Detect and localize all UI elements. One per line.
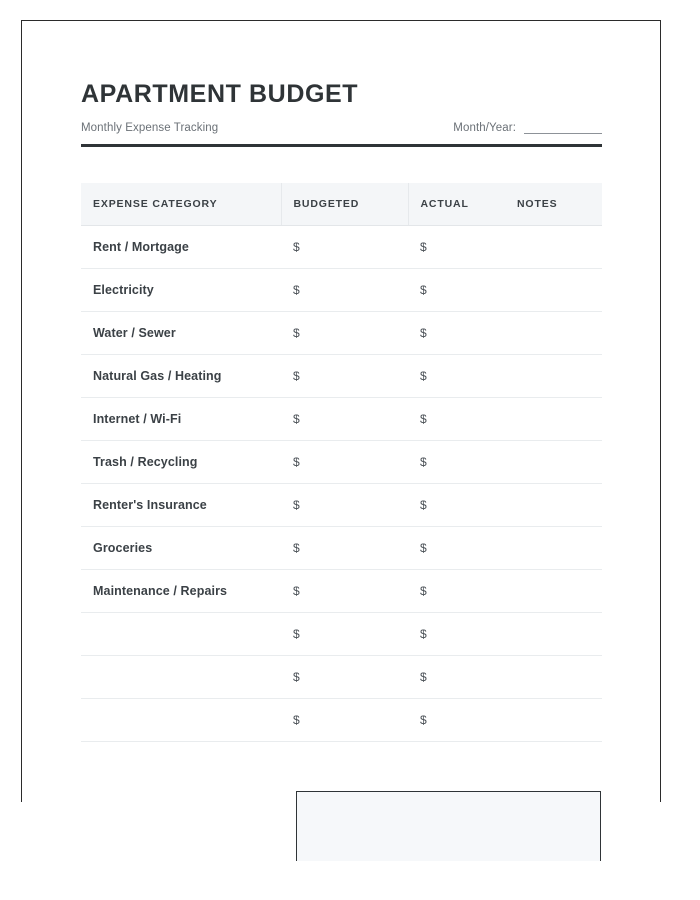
cell-notes[interactable]	[505, 699, 602, 742]
cell-actual[interactable]: $	[408, 570, 505, 613]
table-row	[81, 527, 602, 570]
table-row	[81, 570, 602, 613]
cell-expense-category[interactable]	[81, 656, 281, 699]
cell-notes[interactable]	[505, 226, 602, 269]
cell-expense-category[interactable]: Renter's Insurance	[81, 484, 281, 527]
cell-notes[interactable]	[505, 484, 602, 527]
budget-table	[81, 183, 602, 742]
cell-expense-category[interactable]: Internet / Wi-Fi	[81, 398, 281, 441]
table-row	[81, 269, 602, 312]
table-header-row	[81, 183, 602, 226]
cell-budgeted[interactable]: $	[281, 570, 408, 613]
table-row	[81, 398, 602, 441]
table-row	[81, 613, 602, 656]
cell-actual[interactable]: $	[408, 484, 505, 527]
page-title: APARTMENT BUDGET	[81, 80, 359, 108]
cell-expense-category[interactable]	[81, 699, 281, 742]
column-header-actual: ACTUAL	[408, 183, 505, 226]
cell-actual[interactable]: $	[408, 441, 505, 484]
table-row	[81, 312, 602, 355]
cell-actual[interactable]: $	[408, 699, 505, 742]
cell-expense-category[interactable]: Trash / Recycling	[81, 441, 281, 484]
month-year-input[interactable]	[524, 122, 602, 134]
month-year-label: Month/Year:	[453, 121, 516, 134]
cell-actual[interactable]: $	[408, 527, 505, 570]
column-header-notes: NOTES	[505, 183, 602, 226]
month-year-field[interactable]	[453, 122, 602, 134]
cell-actual[interactable]: $	[408, 398, 505, 441]
cell-actual[interactable]: $	[408, 226, 505, 269]
subtitle-row	[81, 122, 602, 134]
cell-expense-category[interactable]	[81, 613, 281, 656]
cell-expense-category[interactable]: Water / Sewer	[81, 312, 281, 355]
cell-notes[interactable]	[505, 570, 602, 613]
cell-expense-category[interactable]: Electricity	[81, 269, 281, 312]
cell-notes[interactable]	[505, 613, 602, 656]
cell-expense-category[interactable]: Rent / Mortgage	[81, 226, 281, 269]
cell-actual[interactable]: $	[408, 613, 505, 656]
table-row	[81, 441, 602, 484]
cell-actual[interactable]: $	[408, 355, 505, 398]
cell-actual[interactable]: $	[408, 269, 505, 312]
table-header	[81, 183, 602, 226]
table-row	[81, 656, 602, 699]
cell-budgeted[interactable]: $	[281, 312, 408, 355]
cell-budgeted[interactable]: $	[281, 613, 408, 656]
document-subtitle: Monthly Expense Tracking	[81, 121, 219, 134]
cell-expense-category[interactable]: Natural Gas / Heating	[81, 355, 281, 398]
table-row	[81, 484, 602, 527]
cell-notes[interactable]	[505, 441, 602, 484]
cell-budgeted[interactable]: $	[281, 398, 408, 441]
header-divider	[81, 144, 602, 147]
cell-budgeted[interactable]: $	[281, 269, 408, 312]
cell-expense-category[interactable]: Maintenance / Repairs	[81, 570, 281, 613]
column-header-budgeted: BUDGETED	[281, 183, 408, 226]
cell-notes[interactable]	[505, 269, 602, 312]
cell-budgeted[interactable]: $	[281, 699, 408, 742]
summary-panel	[296, 791, 601, 861]
table-row	[81, 355, 602, 398]
cell-budgeted[interactable]: $	[281, 656, 408, 699]
cell-budgeted[interactable]: $	[281, 226, 408, 269]
table-body	[81, 226, 602, 742]
cell-notes[interactable]	[505, 398, 602, 441]
cell-actual[interactable]: $	[408, 656, 505, 699]
cell-actual[interactable]: $	[408, 312, 505, 355]
cell-notes[interactable]	[505, 656, 602, 699]
document-page	[21, 20, 661, 802]
cell-budgeted[interactable]: $	[281, 527, 408, 570]
cell-expense-category[interactable]: Groceries	[81, 527, 281, 570]
cell-notes[interactable]	[505, 312, 602, 355]
cell-notes[interactable]	[505, 527, 602, 570]
cell-budgeted[interactable]: $	[281, 441, 408, 484]
cell-budgeted[interactable]: $	[281, 484, 408, 527]
cell-notes[interactable]	[505, 355, 602, 398]
table-row	[81, 226, 602, 269]
document-header	[81, 81, 602, 147]
column-header-expense-category: EXPENSE CATEGORY	[81, 183, 281, 226]
cell-budgeted[interactable]: $	[281, 355, 408, 398]
table-row	[81, 699, 602, 742]
